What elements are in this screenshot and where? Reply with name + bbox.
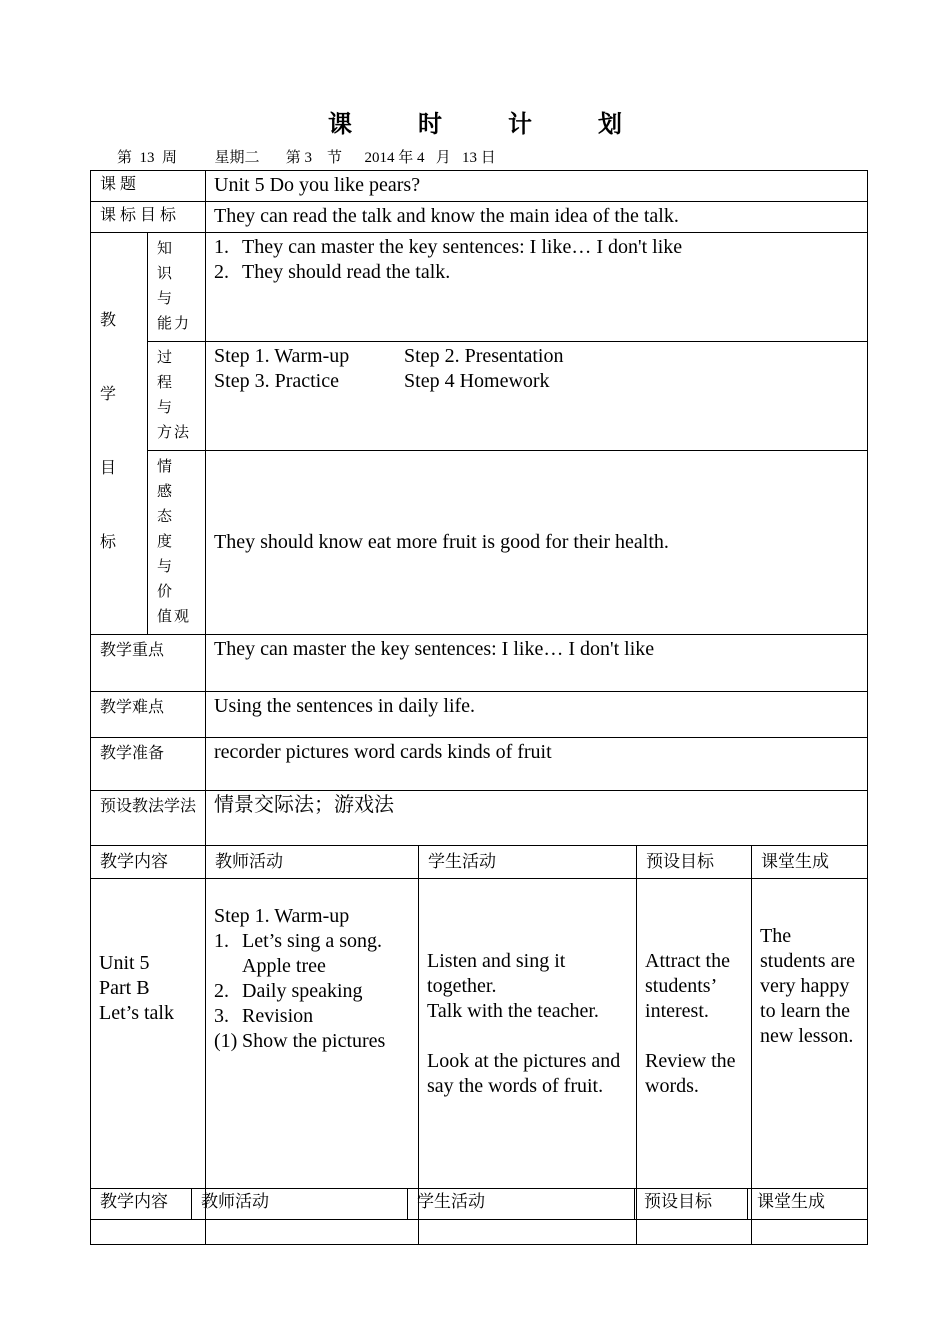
list-item [214,235,859,260]
student-line: Look at the pictures and say the words of fruit. [427,1050,621,1097]
list-item [214,260,859,285]
list-item [214,1004,410,1029]
list-number: 1. [214,236,230,258]
date-line: 第 13 周 星期二 第 3 节 2014 年 4 月 13 日 [117,150,496,166]
student-line: Talk with the teacher. [427,1000,599,1022]
preparation-value: recorder pictures word cards kinds of fruit [206,738,868,791]
method-value: 情景交际法；游戏法 [206,791,868,846]
header-student: 学生活动 [408,1189,635,1220]
list-item [214,979,410,1004]
title-char: 时 [418,112,442,138]
student-line [427,1024,628,1049]
knowledge-list [206,233,868,342]
header-content: 教学内容 [91,1189,192,1220]
title-char: 课 [328,112,352,138]
objectives-char: 目 [100,459,117,477]
knowledge-label: 知 识 与 能力 [148,233,206,342]
content-line: Part B [99,977,150,999]
list-text: Show the pictures [242,1030,386,1052]
step-text: Step 1. Warm-up [214,345,350,367]
list-text: Revision [242,1005,314,1027]
header-content: 教学内容 [91,846,206,879]
title-char: 计 [508,112,532,138]
header-goal: 预设目标 [635,1189,748,1220]
list-number: 1. [214,930,230,952]
objectives-char: 标 [100,533,117,551]
goal-line: Attract the students’ interest. [645,950,730,1022]
lesson-plan-table [90,170,868,1245]
list-text: Apple tree [242,955,326,977]
goal-line: Review the words. [645,1050,736,1097]
topic-label: 课 题 [91,171,206,202]
list-text: Let’s sing a song. [242,930,383,952]
list-number: 3. [214,1005,230,1027]
teacher-step-title: Step 1. Warm-up [214,905,350,927]
objectives-label [91,233,148,635]
list-item [214,929,410,954]
goal-label: 课 标 目 标 [91,202,206,233]
objectives-char: 学 [100,385,117,403]
attitude-value: They should know eat more fruit is good for their health. [206,451,868,635]
difficult-point-value: Using the sentences in daily life. [206,692,868,738]
header-goal: 预设目标 [637,846,752,879]
header-student: 学生活动 [419,846,637,879]
content-line: Let’s talk [99,1002,174,1024]
preparation-label: 教学准备 [91,738,206,791]
objectives-char: 教 [100,311,117,329]
header-teacher: 教师活动 [192,1189,408,1220]
student-line: Listen and sing it together. [427,950,566,997]
list-number: (1) [214,1030,238,1052]
topic-value: Unit 5 Do you like pears? [206,171,868,202]
step-text: Step 2. Presentation [404,345,564,367]
list-number: 2. [214,980,230,1002]
key-point-label: 教学重点 [91,635,206,692]
list-item [214,1029,410,1054]
key-point-value: They can master the key sentences: I like… I don't like [206,635,868,692]
activity-header-table [90,1188,868,1220]
list-item [214,954,410,979]
list-text: They should read the talk. [242,261,451,283]
method-label: 预设教法学法 [91,791,206,846]
process-steps [206,342,868,451]
step-text: Step 3. Practice [214,370,339,392]
step-text: Step 4 Homework [404,370,550,392]
header-result: 课堂生成 [748,1189,868,1220]
header-teacher: 教师活动 [206,846,419,879]
content-line: Unit 5 [99,952,150,974]
goal-value: They can read the talk and know the main idea of the talk. [206,202,868,233]
list-text: They can master the key sentences: I like… I don't like [242,236,683,258]
activity-result: The students are very happy to learn the new lesson. [752,879,868,1245]
list-number: 2. [214,261,230,283]
difficult-point-label: 教学难点 [91,692,206,738]
page-title [0,104,950,139]
goal-line [645,1024,743,1049]
process-label: 过 程 与 方法 [148,342,206,451]
header-result: 课堂生成 [752,846,868,879]
title-char: 划 [598,112,622,138]
list-text: Daily speaking [242,980,363,1002]
attitude-label: 情 感 态 度 与 价 值观 [148,451,206,635]
